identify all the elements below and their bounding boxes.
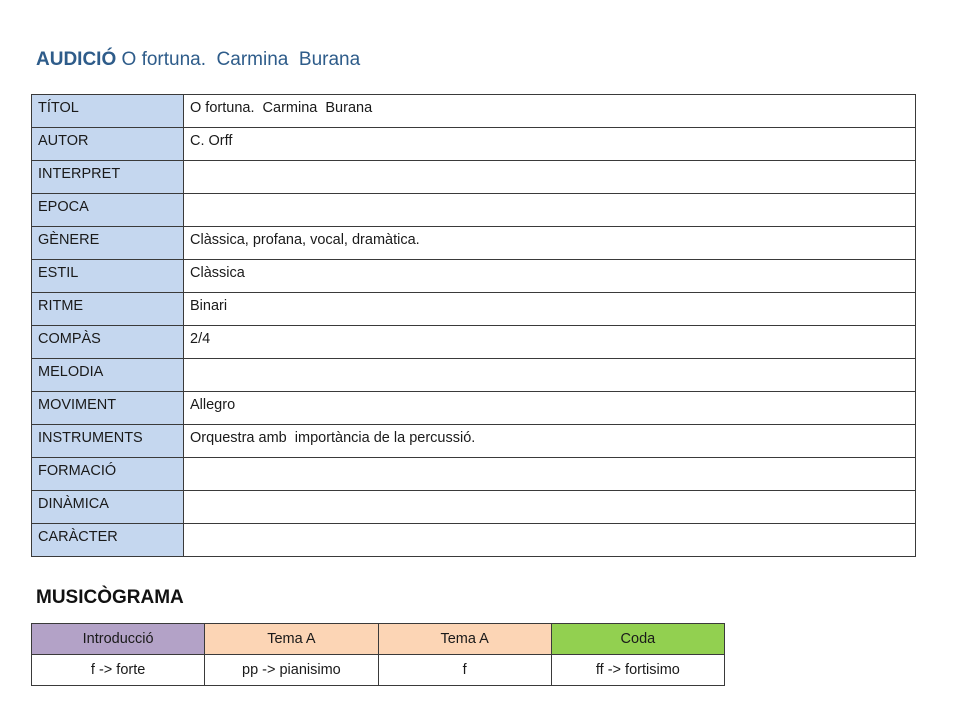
table-row [32, 359, 916, 392]
section-dynamic-cell: ff -> fortisimo [551, 655, 724, 686]
row-value: 2/4 [184, 326, 916, 359]
row-value: Binari [184, 293, 916, 326]
row-label: DINÀMICA [32, 491, 184, 524]
section-name-cell: Tema A [205, 624, 378, 655]
row-value [184, 458, 916, 491]
section-dynamics-row [32, 655, 725, 686]
row-label: CARÀCTER [32, 524, 184, 557]
row-value: Clàssica, profana, vocal, dramàtica. [184, 227, 916, 260]
table-row [32, 326, 916, 359]
table-row [32, 392, 916, 425]
row-value [184, 161, 916, 194]
row-value [184, 359, 916, 392]
row-label: MELODIA [32, 359, 184, 392]
table-row [32, 425, 916, 458]
row-value: O fortuna. Carmina Burana [184, 95, 916, 128]
table-row [32, 458, 916, 491]
musicograma-title: MUSICÒGRAMA [36, 587, 184, 608]
section-name-cell: Tema A [378, 624, 551, 655]
row-value [184, 194, 916, 227]
row-value: Allegro [184, 392, 916, 425]
row-label: RITME [32, 293, 184, 326]
page-title-rest: O fortuna. Carmina Burana [116, 49, 361, 70]
page-title-bold: AUDICIÓ [36, 49, 117, 70]
musicograma-table [31, 623, 725, 686]
page-title [36, 49, 360, 71]
section-dynamic-cell: f -> forte [32, 655, 205, 686]
table-row [32, 491, 916, 524]
row-value [184, 491, 916, 524]
row-label: EPOCA [32, 194, 184, 227]
table-row [32, 128, 916, 161]
table-row [32, 95, 916, 128]
row-value: Clàssica [184, 260, 916, 293]
row-label: INTERPRET [32, 161, 184, 194]
table-row [32, 524, 916, 557]
table-row [32, 161, 916, 194]
section-name-cell: Introducció [32, 624, 205, 655]
row-label: INSTRUMENTS [32, 425, 184, 458]
table-row [32, 227, 916, 260]
row-label: COMPÀS [32, 326, 184, 359]
table-row [32, 260, 916, 293]
row-label: TÍTOL [32, 95, 184, 128]
row-label: ESTIL [32, 260, 184, 293]
row-label: AUTOR [32, 128, 184, 161]
section-dynamic-cell: pp -> pianisimo [205, 655, 378, 686]
row-label: MOVIMENT [32, 392, 184, 425]
row-value [184, 524, 916, 557]
section-names-row [32, 624, 725, 655]
section-dynamic-cell: f [378, 655, 551, 686]
row-value: Orquestra amb importància de la percussió. [184, 425, 916, 458]
row-value: C. Orff [184, 128, 916, 161]
table-row [32, 194, 916, 227]
section-name-cell: Coda [551, 624, 724, 655]
audition-info-table [31, 94, 916, 557]
row-label: FORMACIÓ [32, 458, 184, 491]
table-row [32, 293, 916, 326]
row-label: GÈNERE [32, 227, 184, 260]
